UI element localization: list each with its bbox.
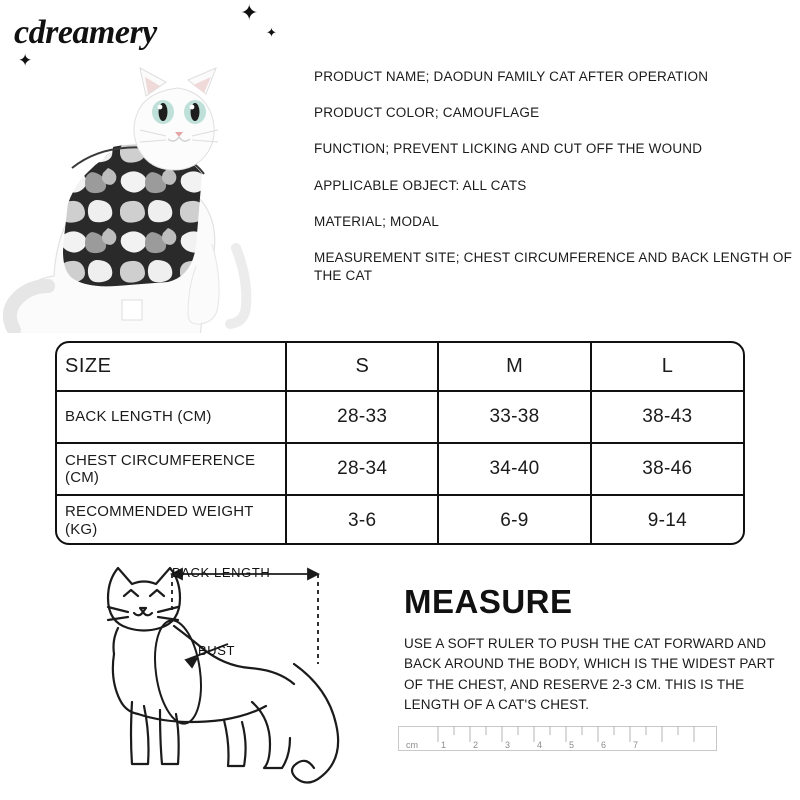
cell-back-length-m: 33-38 [438, 391, 590, 443]
table-header-size: SIZE [57, 343, 286, 391]
row-label-weight-main: RECOMMENDED WEIGHT [65, 503, 254, 521]
sparkle-icon: ✦ [266, 25, 277, 40]
sparkle-icon: ✦ [240, 0, 259, 25]
row-label-back-length: BACK LENGTH (CM) [57, 391, 286, 443]
table-header-m: M [438, 343, 590, 391]
spec-line-product-name: PRODUCT NAME; DAODUN FAMILY CAT AFTER OPERATION [314, 69, 709, 84]
cell-chest-s: 28-34 [286, 443, 438, 495]
svg-text:7: 7 [633, 740, 639, 750]
cell-weight-s: 3-6 [286, 495, 438, 545]
spec-line-product-color: PRODUCT COLOR; CAMOUFLAGE [314, 105, 540, 121]
table-row [57, 443, 743, 495]
product-spec-list [314, 68, 792, 286]
svg-text:4: 4 [537, 740, 543, 750]
cell-back-length-s: 28-33 [286, 391, 438, 443]
brand-logo: cdreamery [14, 14, 157, 51]
size-chart-table [55, 341, 745, 545]
svg-text:6: 6 [601, 740, 607, 750]
row-label-chest-circumference [57, 443, 286, 495]
ruler-graphic [398, 722, 718, 762]
spec-line-material: MATERIAL; MODAL [314, 213, 440, 229]
product-photo [0, 48, 300, 333]
measure-heading: MEASURE [404, 583, 573, 620]
row-label-chest-unit: (CM) [65, 469, 100, 486]
svg-text:3: 3 [505, 740, 511, 750]
cell-weight-l: 9-14 [647, 509, 687, 531]
cell-chest-m: 34-40 [438, 443, 590, 495]
table-row [57, 391, 743, 443]
svg-text:5: 5 [569, 740, 575, 750]
spec-line-applicable-object: APPLICABLE OBJECT: ALL CATS [314, 177, 527, 193]
ruler-unit-label: cm [406, 740, 418, 750]
table-header-s: S [286, 343, 438, 391]
diagram-label-bust: BUST [198, 643, 236, 658]
sparkle-icon: ✦ [18, 51, 33, 70]
table-row [57, 495, 743, 545]
table-header-row [57, 343, 743, 391]
cell-back-length-l: 38-43 [591, 391, 743, 443]
cell-weight-m: 6-9 [438, 495, 590, 545]
row-label-weight-unit: (KG) [65, 520, 98, 538]
row-label-recommended-weight [57, 495, 286, 545]
diagram-label-back-length: BACK LENGTH [172, 565, 271, 580]
row-label-chest-main: CHEST CIRCUMFERENCE [65, 451, 256, 469]
spec-line-measurement-site: MEASUREMENT SITE; CHEST CIRCUMFERENCE AND BACK LENGTH OF THE CAT [314, 250, 793, 284]
measure-description: USE A SOFT RULER TO PUSH THE CAT FORWARD AND BACK AROUND THE BODY, WHICH IS THE WIDEST PART OF THE CHEST, AND RESERVE 2-3 CM. THIS IS THE LENGTH OF A CAT'S CHEST. [404, 636, 775, 712]
table-header-l: L [591, 343, 743, 391]
spec-line-function: FUNCTION; PREVENT LICKING AND CUT OFF THE WOUND [314, 141, 703, 157]
svg-text:1: 1 [441, 740, 447, 750]
svg-text:2: 2 [473, 740, 479, 750]
cat-measurement-diagram [56, 552, 386, 787]
cell-chest-l: 38-46 [591, 443, 743, 495]
